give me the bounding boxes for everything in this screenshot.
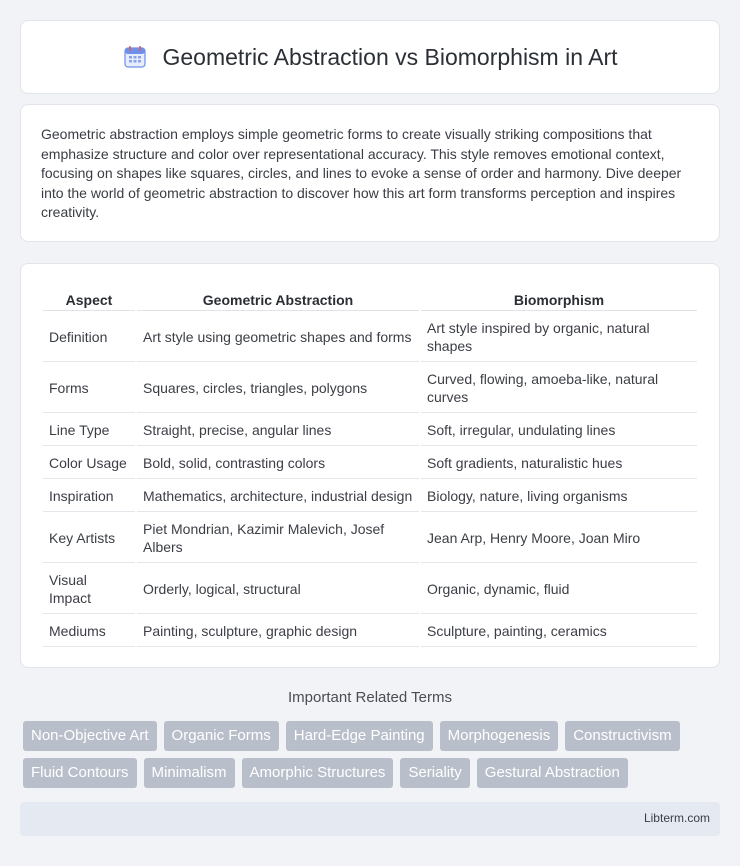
table-cell: Curved, flowing, amoeba-like, natural curves [421, 364, 697, 413]
table-cell: Bold, solid, contrasting colors [137, 448, 419, 479]
table-header-row [43, 286, 697, 311]
intro-text: Geometric abstraction employs simple geometric forms to create visually striking compositions that emphasize structure and color over representational accuracy. This style removes emotional context, focusing on shapes like squares, circles, and lines to evoke a sense of order and harmony. Dive deeper into the world of geometric abstraction to discover how this art form transforms perception and inspires creativity. [41, 126, 682, 221]
related-terms-title: Important Related Terms [288, 689, 452, 706]
table-row [43, 364, 697, 413]
column-header-biomorphism: Biomorphism [421, 286, 697, 311]
tag-gestural-abstraction[interactable]: Gestural Abstraction [477, 758, 628, 788]
tag-hard-edge-painting[interactable]: Hard-Edge Painting [286, 721, 433, 751]
table-cell: Piet Mondrian, Kazimir Malevich, Josef Albers [137, 514, 419, 563]
tag-organic-forms[interactable]: Organic Forms [164, 721, 279, 751]
table-cell: Soft gradients, naturalistic hues [421, 448, 697, 479]
tag-minimalism[interactable]: Minimalism [144, 758, 235, 788]
table-cell: Art style using geometric shapes and forms [137, 313, 419, 362]
table-row [43, 448, 697, 479]
table-cell: Soft, irregular, undulating lines [421, 415, 697, 446]
column-header-geometric: Geometric Abstraction [137, 286, 419, 311]
table-row [43, 565, 697, 614]
table-row [43, 313, 697, 362]
table-cell: Color Usage [43, 448, 135, 479]
tag-morphogenesis[interactable]: Morphogenesis [440, 721, 559, 751]
table-cell: Forms [43, 364, 135, 413]
table-cell: Art style inspired by organic, natural shapes [421, 313, 697, 362]
comparison-table [41, 284, 699, 649]
table-row [43, 514, 697, 563]
table-cell: Line Type [43, 415, 135, 446]
table-cell: Organic, dynamic, fluid [421, 565, 697, 614]
page-title: Geometric Abstraction vs Biomorphism in Art [162, 43, 618, 70]
table-cell: Painting, sculpture, graphic design [137, 616, 419, 647]
table-cell: Inspiration [43, 481, 135, 512]
calendar-icon [122, 44, 148, 70]
table-cell: Visual Impact [43, 565, 135, 614]
table-row [43, 415, 697, 446]
table-cell: Key Artists [43, 514, 135, 563]
related-terms-tags [23, 721, 723, 788]
title-wrap [122, 44, 617, 71]
tag-non-objective-art[interactable]: Non-Objective Art [23, 721, 157, 751]
table-cell: Sculpture, painting, ceramics [421, 616, 697, 647]
table-row [43, 616, 697, 647]
table-cell: Biology, nature, living organisms [421, 481, 697, 512]
tag-seriality[interactable]: Seriality [400, 758, 469, 788]
intro-card [20, 104, 720, 242]
table-cell: Jean Arp, Henry Moore, Joan Miro [421, 514, 697, 563]
tag-constructivism[interactable]: Constructivism [565, 721, 679, 751]
footer-link[interactable]: Libterm.com [643, 811, 710, 825]
column-header-aspect: Aspect [43, 286, 135, 311]
table-cell: Orderly, logical, structural [137, 565, 419, 614]
table-cell: Mediums [43, 616, 135, 647]
tag-fluid-contours[interactable]: Fluid Contours [23, 758, 137, 788]
footer [20, 802, 720, 836]
table-cell: Definition [43, 313, 135, 362]
tag-amorphic-structures[interactable]: Amorphic Structures [242, 758, 394, 788]
table-cell: Squares, circles, triangles, polygons [137, 364, 419, 413]
header-card [20, 20, 720, 94]
table-row [43, 481, 697, 512]
table-cell: Mathematics, architecture, industrial design [137, 481, 419, 512]
comparison-table-card [20, 263, 720, 668]
table-cell: Straight, precise, angular lines [137, 415, 419, 446]
